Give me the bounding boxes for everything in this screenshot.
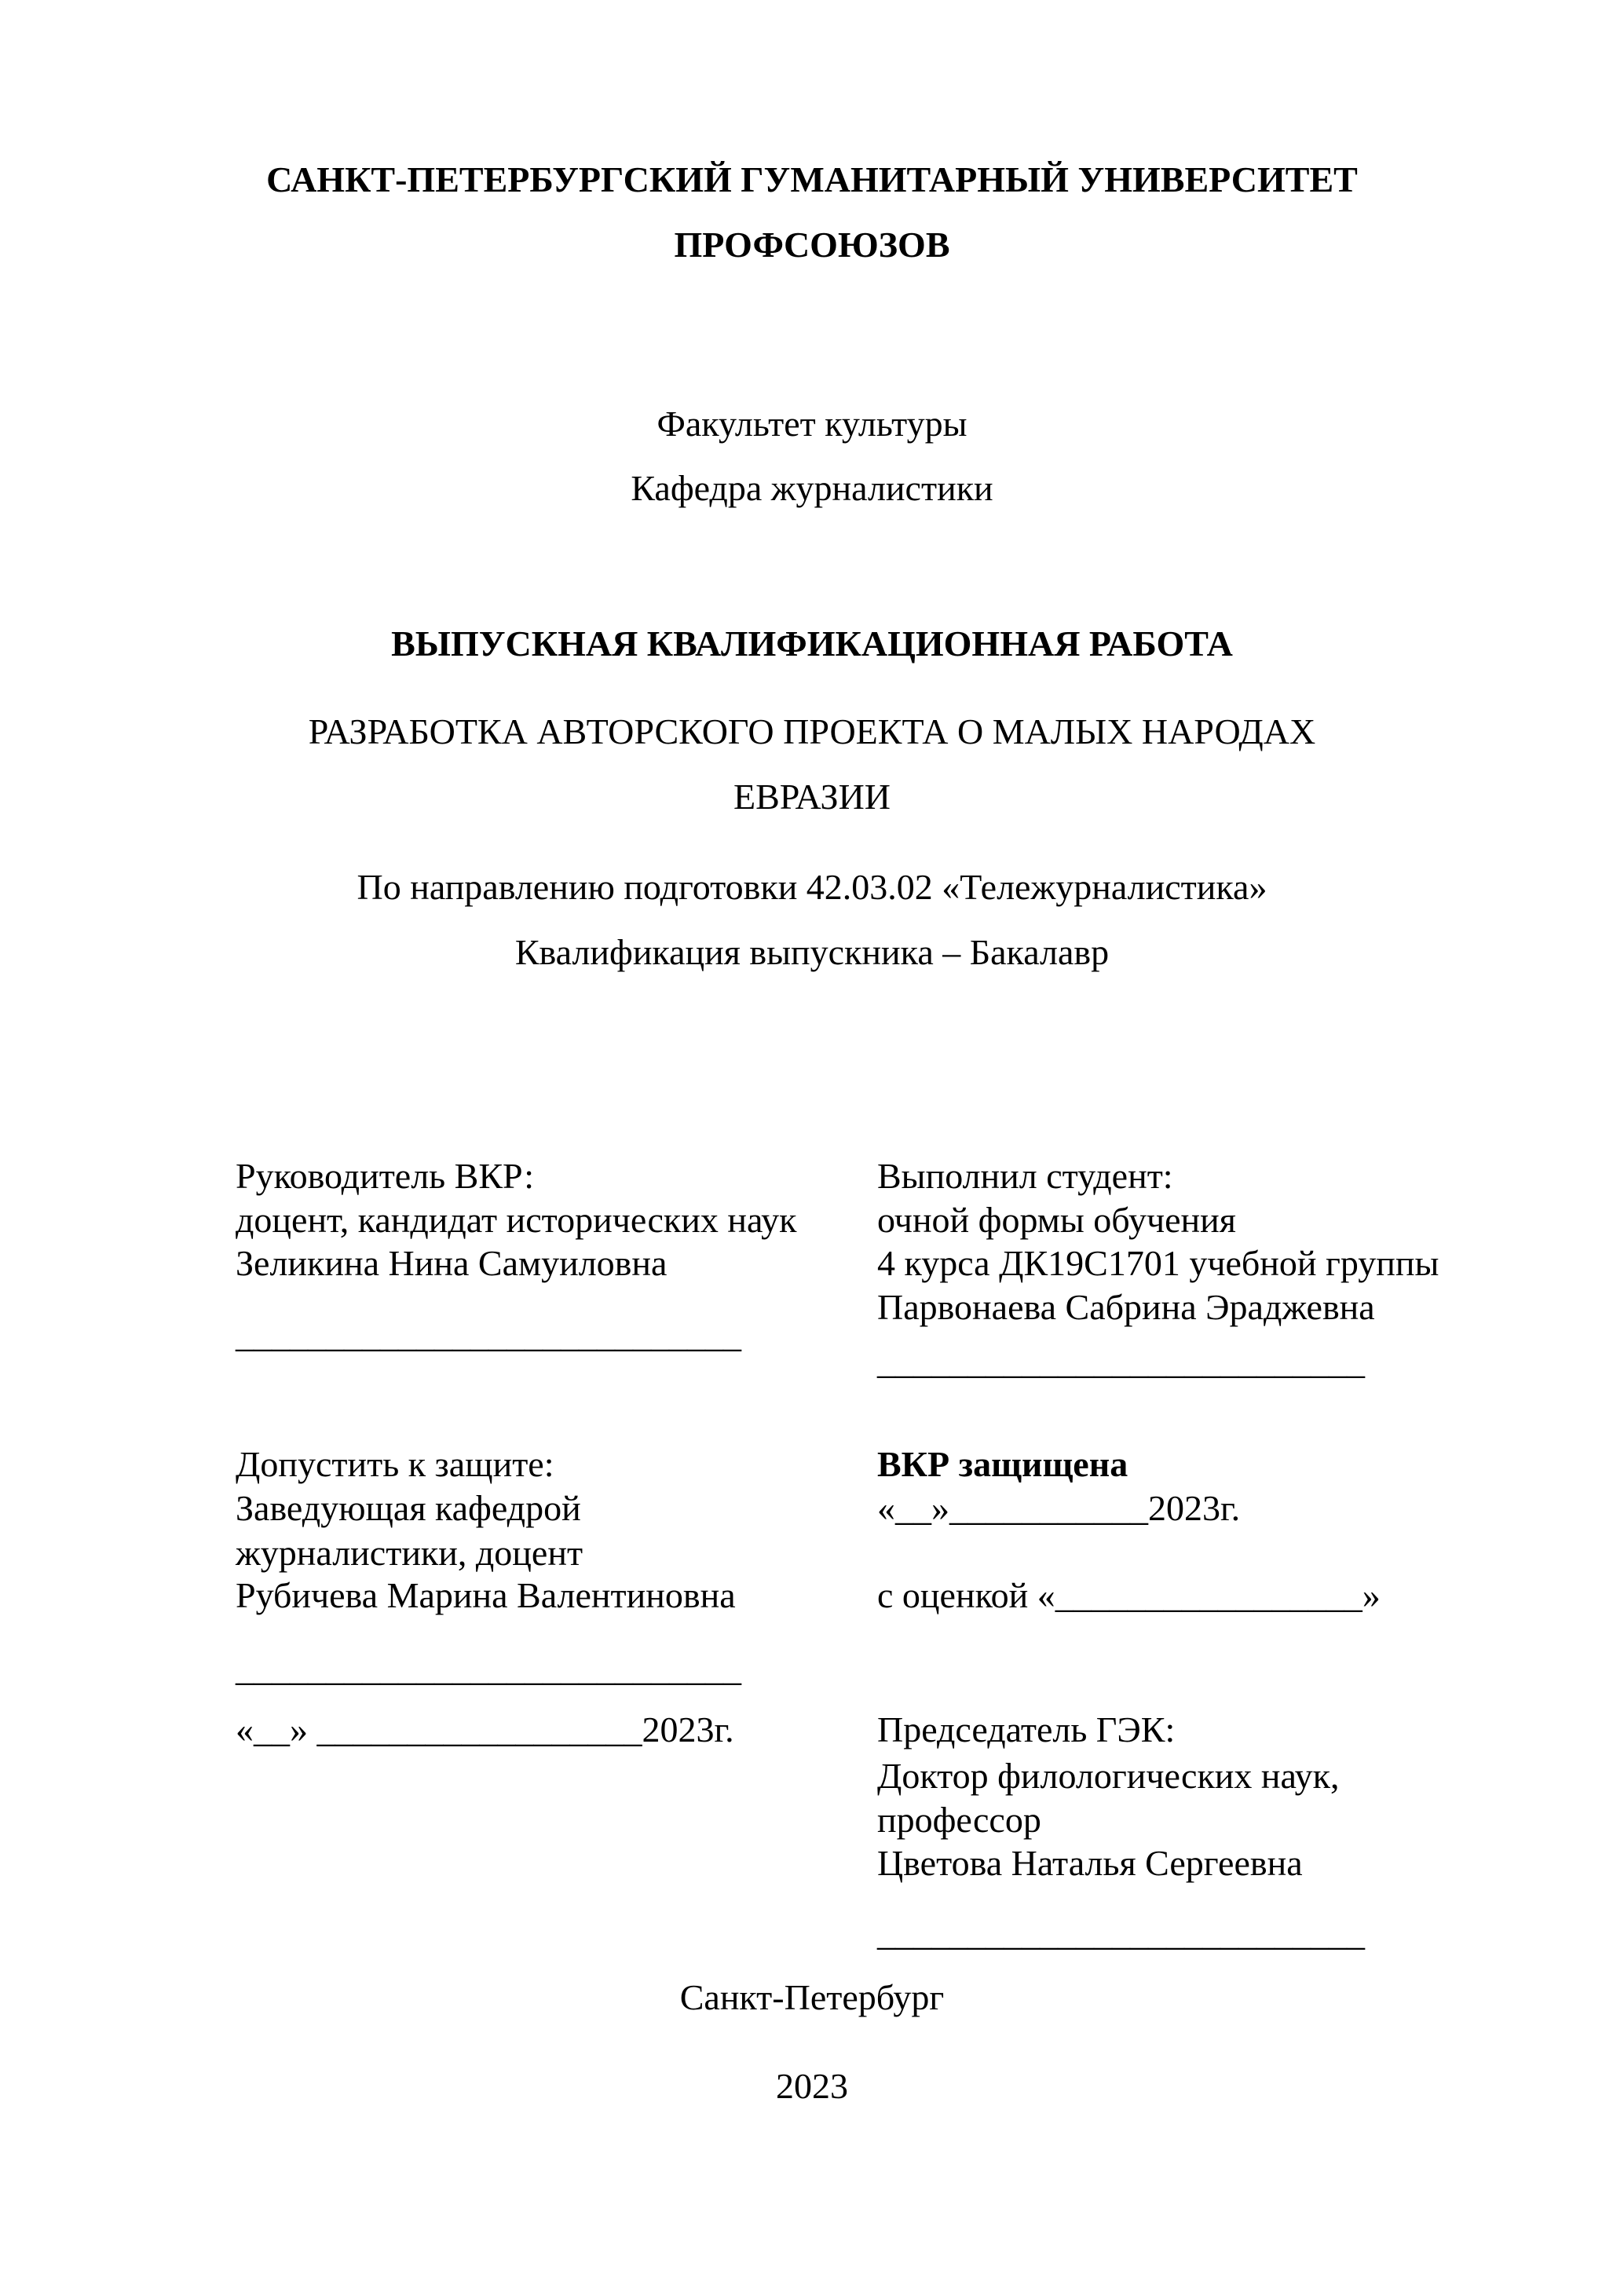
work-title-line2: ЕВРАЗИИ: [733, 777, 891, 817]
admission-signature-line: ____________________________: [236, 1648, 741, 1688]
chair-degree: Доктор филологических наук,: [877, 1756, 1340, 1796]
chair-title: профессор: [877, 1800, 1041, 1840]
admission-head-name: Рубичева Марина Валентиновна: [236, 1575, 736, 1615]
chair-signature-line: ___________________________: [877, 1913, 1365, 1953]
student-study-form: очной формы обучения: [877, 1200, 1236, 1240]
student-signature-line: ___________________________: [877, 1341, 1365, 1381]
student-label: Выполнил студент:: [877, 1156, 1173, 1196]
supervisor-name: Зеликина Нина Самуиловна: [236, 1243, 668, 1283]
university-name-line2: ПРОФСОЮЗОВ: [674, 225, 950, 265]
defense-label: ВКР защищена: [877, 1444, 1128, 1484]
student-name: Парвонаева Сабрина Эраджевна: [877, 1287, 1375, 1327]
admission-position-line1: Заведующая кафедрой: [236, 1488, 581, 1528]
defense-date-line: «__»___________2023г.: [877, 1488, 1241, 1528]
admission-date-line: «__» __________________2023г.: [236, 1709, 734, 1749]
work-type: ВЫПУСКНАЯ КВАЛИФИКАЦИОННАЯ РАБОТА: [391, 623, 1233, 664]
supervisor-signature-line: ____________________________: [236, 1314, 741, 1355]
student-group: 4 курса ДК19С1701 учебной группы: [877, 1243, 1439, 1283]
chair-label: Председатель ГЭК:: [877, 1709, 1176, 1749]
admission-label: Допустить к защите:: [236, 1444, 554, 1484]
work-title-line1: РАЗРАБОТКА АВТОРСКОГО ПРОЕКТА О МАЛЫХ НАРОДАХ: [308, 711, 1316, 751]
admission-position-line2: журналистики, доцент: [236, 1533, 583, 1573]
chair-name: Цветова Наталья Сергеевна: [877, 1843, 1303, 1883]
university-name-line1: САНКТ-ПЕТЕРБУРГСКИЙ ГУМАНИТАРНЫЙ УНИВЕРСИТЕТ: [266, 159, 1358, 199]
department: Кафедра журналистики: [631, 468, 993, 508]
supervisor-label: Руководитель ВКР:: [236, 1156, 535, 1196]
year: 2023: [776, 2066, 848, 2106]
study-direction: По направлению подготовки 42.03.02 «Тележурналистика»: [357, 867, 1267, 907]
supervisor-position: доцент, кандидат исторических наук: [236, 1200, 797, 1240]
defense-grade-line: с оценкой «_________________»: [877, 1575, 1381, 1615]
qualification: Квалификация выпускника – Бакалавр: [514, 932, 1110, 972]
city: Санкт-Петербург: [679, 1977, 945, 2017]
faculty: Факультет культуры: [657, 404, 967, 444]
